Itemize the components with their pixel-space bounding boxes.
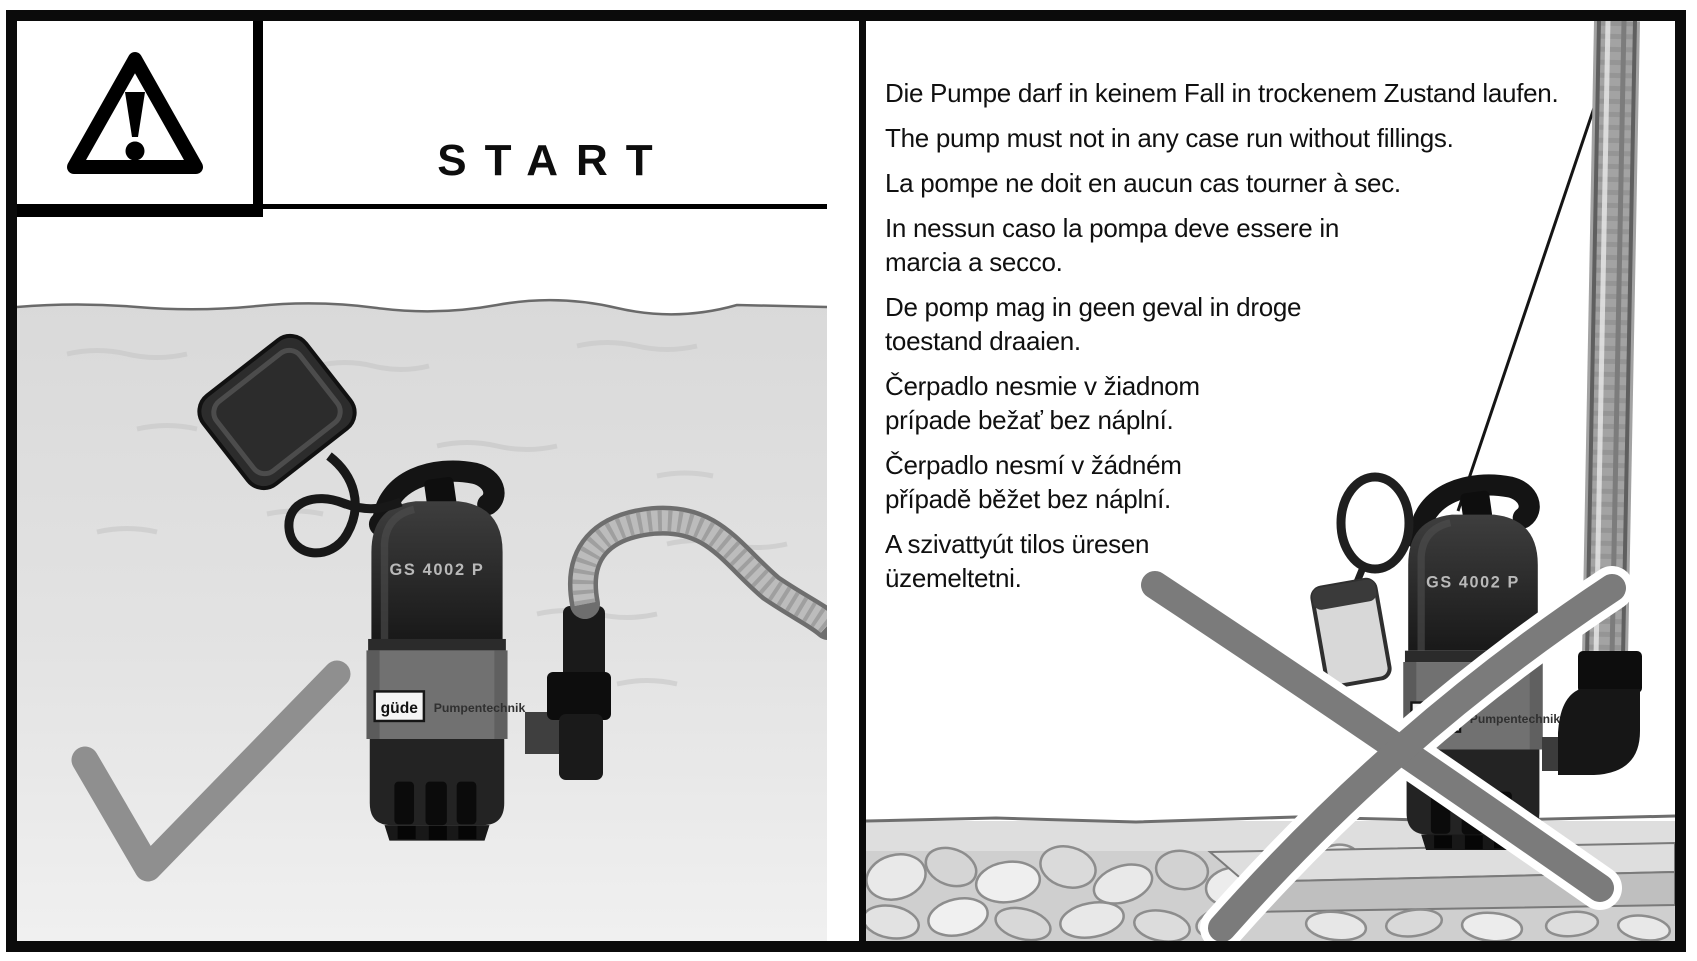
warning-sk: Čerpadlo nesmie v žiadnom prípade bežať bez náplní.	[885, 371, 1200, 435]
warning-box	[17, 21, 263, 217]
warning-icon	[65, 48, 205, 178]
outer-border	[6, 10, 1686, 952]
warning-text-block	[885, 76, 1675, 606]
start-title: START	[437, 136, 671, 185]
warning-de: Die Pumpe darf in keinem Fall in trockenem Zustand laufen.	[885, 78, 1559, 108]
left-illustration	[17, 214, 827, 941]
warning-hu: A szivattyút tilos üresen üzemeltetni.	[885, 529, 1150, 593]
panel-divider	[859, 21, 866, 941]
warning-en: The pump must not in any case run without fillings.	[885, 123, 1454, 153]
start-header	[263, 21, 827, 209]
warning-fr: La pompe ne doit en aucun cas tourner à sec.	[885, 168, 1401, 198]
warning-it: In nessun caso la pompa deve essere in marcia a secco.	[885, 213, 1339, 277]
warning-cs: Čerpadlo nesmí v žádném případě běžet bez náplní.	[885, 450, 1182, 514]
warning-nl: De pomp mag in geen geval in droge toestand draaien.	[885, 292, 1302, 356]
